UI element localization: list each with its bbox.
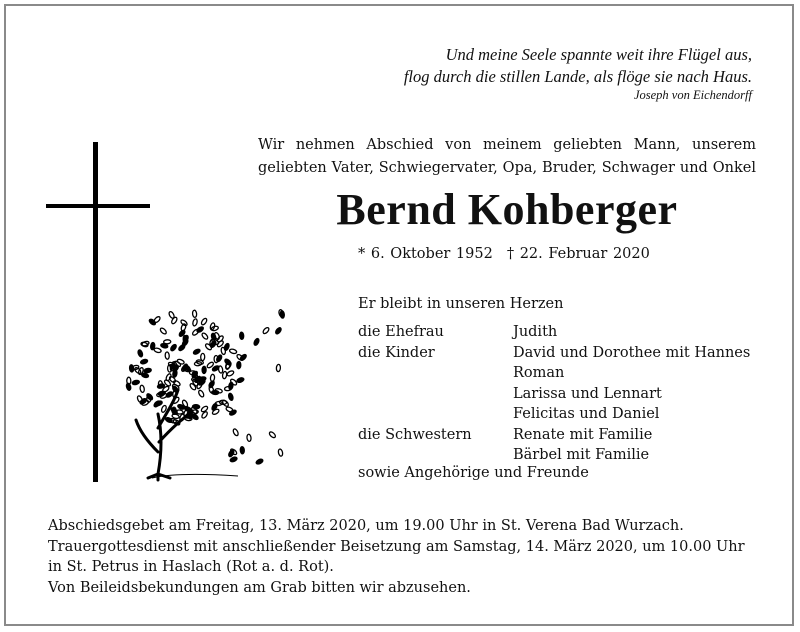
quote-line: flog durch die stillen Lande, als flöge sie nach Haus. xyxy=(403,67,752,86)
mourner-relation xyxy=(358,384,513,405)
mourner-names: Felicitas und Daniel xyxy=(513,406,660,422)
mourner-row xyxy=(358,384,750,405)
deceased-name: Bernd Kohberger xyxy=(336,185,678,234)
mourner-relation: die Ehefrau xyxy=(358,324,444,340)
poem-quote xyxy=(404,44,752,88)
mourner-relation: die Kinder xyxy=(358,344,435,361)
mourner-names: Bärbel mit Familie xyxy=(513,447,650,463)
mourner-names: Roman xyxy=(513,365,565,381)
mourner-row xyxy=(358,363,750,384)
quote-author: Joseph von Eichendorff xyxy=(633,88,752,102)
mourner-row xyxy=(358,425,750,446)
tree-icon xyxy=(118,302,288,482)
note-line: Abschiedsgebet am Freitag, 13. März 2020, um 19.00 Uhr in St. Verena Bad Wurzach. xyxy=(48,518,684,534)
obituary-notice xyxy=(4,4,794,626)
mourner-names: David und Dorothee mit Hannes xyxy=(513,344,751,361)
mourner-relation xyxy=(358,445,513,466)
mourner-relation xyxy=(358,363,513,384)
mourners-list xyxy=(358,322,750,466)
note-line: Trauergottesdienst mit anschließender Beisetzung am Samstag, 14. März 2020, um 10.00 Uhr xyxy=(48,538,745,555)
mourner-names: Renate mit Familie xyxy=(513,426,653,443)
mourner-row xyxy=(358,322,750,343)
quote-line: Und meine Seele spannte weit ihre Flügel aus, xyxy=(445,45,752,64)
note-line: in St. Petrus in Haslach (Rot a. d. Rot). xyxy=(48,559,334,575)
mourner-relation: die Schwestern xyxy=(358,426,472,443)
intro-line: geliebten Vater, Schwiegervater, Opa, Bruder, Schwager und Onkel xyxy=(258,160,756,176)
mourners-tail: sowie Angehörige und Freunde xyxy=(358,465,589,481)
mourner-row xyxy=(358,404,750,425)
service-notes xyxy=(48,516,760,598)
intro-line: Wir nehmen Abschied von meinem geliebten Mann, unserem xyxy=(258,137,756,153)
mourner-row xyxy=(358,343,750,364)
note-line: Von Beileidsbekundungen am Grab bitten wir abzusehen. xyxy=(48,579,471,596)
remembrance-line: Er bleibt in unseren Herzen xyxy=(358,296,564,312)
life-dates xyxy=(358,246,650,262)
mourner-relation xyxy=(358,404,513,425)
mourner-row xyxy=(358,445,750,466)
mourner-names: Larissa und Lennart xyxy=(513,385,662,402)
mourner-names: Judith xyxy=(513,324,558,340)
death-date: † 22. Februar 2020 xyxy=(506,246,650,262)
intro-text xyxy=(258,134,756,180)
birth-date: * 6. Oktober 1952 xyxy=(358,246,493,262)
